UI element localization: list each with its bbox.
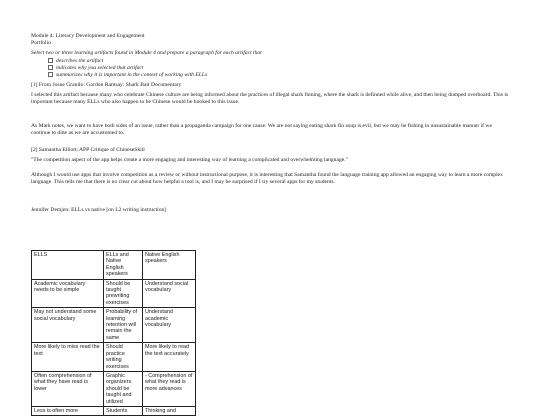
artifact-2-quote: "The competition aspect of the app helps create a more engaging and interesting way of learning a complicated and overwhelming language." — [31, 157, 348, 163]
table-row — [32, 406, 196, 415]
table-row — [32, 343, 196, 372]
artifact-2-paragraph: Although I would use apps that involve competition as a review or without instructional purpose, it is interesting that Samantha found the language training app allowed an engaging way to learn a more complex language. This tells me that there is no clear cut about how helpful a tool is, and I may be surprised if I try several apps for my students. — [31, 172, 503, 186]
header-line-2: Portfolio — [31, 40, 51, 46]
table-cell: Often comprehension of what they have read is lower — [32, 371, 104, 406]
table-cell: - Comprehension of what they read is more advances — [143, 371, 196, 406]
table-cell: Should practice writing exercises — [104, 343, 143, 372]
table-cell: More likely to miss read the text — [32, 343, 104, 372]
table-cell: Probability of learning retention will remain the same — [104, 308, 143, 343]
checkbox-icon — [48, 72, 53, 77]
table-row — [32, 371, 196, 406]
table-cell: Graphic organizers should be taught and utilized — [104, 371, 143, 406]
checkbox-icon — [48, 58, 53, 63]
table-cell: Understand academic vocabulary — [143, 308, 196, 343]
table-header-row — [32, 251, 196, 280]
table-header-cell: Native English speakers — [143, 251, 196, 280]
artifact-2-heading: [2] Samantha Elliott; APP Critique of ChineseSkill — [31, 147, 145, 153]
artifact-1-heading: [1] From Josue Granilo: Gordon Ramsay: Shark Bait Documentary — [31, 82, 182, 88]
instruction-item: summarizes why it is important in the context of working with ELLs — [48, 72, 207, 79]
table-header-cell: ELLS — [32, 251, 104, 280]
table-header-cell: ELLs and Native English speakers — [104, 251, 143, 280]
table-cell: May not understand some social vocabulary — [32, 308, 104, 343]
ells-comparison-table — [31, 250, 196, 416]
artifact-1-paragraph-1: I selected this artifact because many who celebrate Chinese culture are being informed about the practices of illegal shark finning, where the shark is definned while alive, and then being dumped overboard. This is important because many ELLs who also happen to be Chinese would be hooked to this issue. — [31, 92, 509, 106]
table-cell: Thinking and — [143, 406, 196, 415]
artifact-3-heading: Jennifer Demjen: ELLs vs native [on L2 writing instruction] — [31, 207, 167, 213]
table-cell: Less is often more — [32, 406, 104, 415]
table-cell: Should be taught prewriting exercises — [104, 279, 143, 308]
table-cell: Students — [104, 406, 143, 415]
artifact-1-paragraph-2: As Mark notes, we want to have both sides of an issue, rather than a propaganda campaign for one cause. We are not saying eating shark fin soup is evil, but we may be fishing in unsustainable manner if we continue to dine as we are accustomed to. — [31, 123, 492, 137]
table-row — [32, 279, 196, 308]
instruction-item: describes the artifact — [48, 58, 103, 65]
checkbox-icon — [48, 65, 53, 70]
instructions-intro: Select two or three learning artifacts found in Module 4 and prepare a paragraph for each artifact that — [31, 50, 262, 56]
header-line-1: Module 4: Literacy Development and Engagement — [31, 33, 145, 39]
table-cell: More likely to read the text accurately — [143, 343, 196, 372]
instruction-item: indicates why you selected that artifact — [48, 65, 143, 72]
table-cell: Academic vocabulary needs to be simple — [32, 279, 104, 308]
table-row — [32, 308, 196, 343]
table-cell: Understand social vocabulary — [143, 279, 196, 308]
